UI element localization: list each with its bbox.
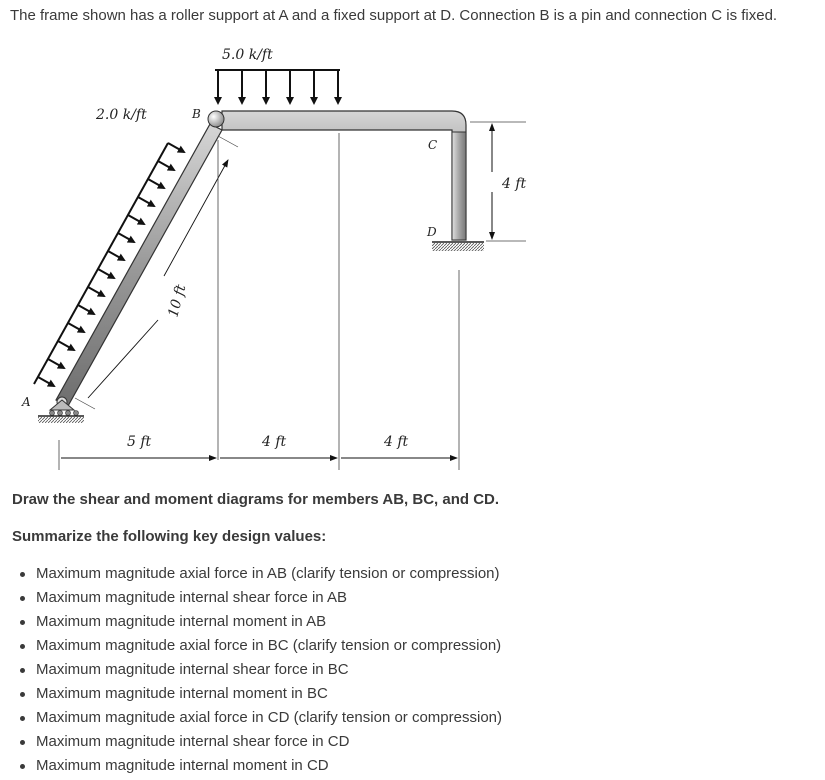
list-item: Maximum magnitude internal shear force in BC (16, 660, 502, 684)
member-bc-cd (222, 111, 466, 240)
point-label-b: B (192, 107, 201, 121)
pin-b (208, 111, 224, 127)
point-label-d: D (427, 225, 437, 239)
dim-label-ab: 10 ft (165, 282, 190, 320)
problem-statement: The frame shown has a roller support at A and a fixed support at D. Connection B is a pin and connection C is fixed. (10, 7, 778, 24)
list-item: Maximum magnitude axial force in BC (clarify tension or compression) (16, 636, 502, 660)
load-label-bc: 5.0 k/ft (222, 47, 273, 63)
point-label-a: A (22, 395, 31, 409)
list-item: Maximum magnitude axial force in CD (clarify tension or compression) (16, 708, 502, 732)
list-item: Maximum magnitude internal moment in CD (16, 756, 502, 780)
list-item: Maximum magnitude internal shear force in AB (16, 588, 502, 612)
task-prompt: Draw the shear and moment diagrams for members AB, BC, and CD. (12, 491, 500, 508)
dim-label-h1: 5 ft (127, 434, 152, 450)
list-item: Maximum magnitude internal shear force in CD (16, 732, 502, 756)
design-values-list (16, 564, 502, 780)
roller-support-a (38, 397, 84, 423)
dim-label-h2: 4 ft (262, 434, 287, 450)
distributed-load-ab (34, 143, 184, 386)
point-label-c: C (428, 138, 438, 152)
member-ab (56, 124, 222, 406)
list-item: Maximum magnitude axial force in AB (clarify tension or compression) (16, 564, 502, 588)
list-item: Maximum magnitude internal moment in AB (16, 612, 502, 636)
load-label-ab: 2.0 k/ft (96, 107, 147, 123)
fixed-support-d (432, 242, 484, 251)
dim-label-h3: 4 ft (384, 434, 409, 450)
dim-label-cd: 4 ft (502, 176, 527, 192)
distributed-load-bc (215, 70, 340, 103)
member-cd-shade (452, 132, 466, 240)
summary-heading: Summarize the following key design values: (12, 528, 327, 545)
dimension-ab (75, 136, 238, 409)
list-item: Maximum magnitude internal moment in BC (16, 684, 502, 708)
